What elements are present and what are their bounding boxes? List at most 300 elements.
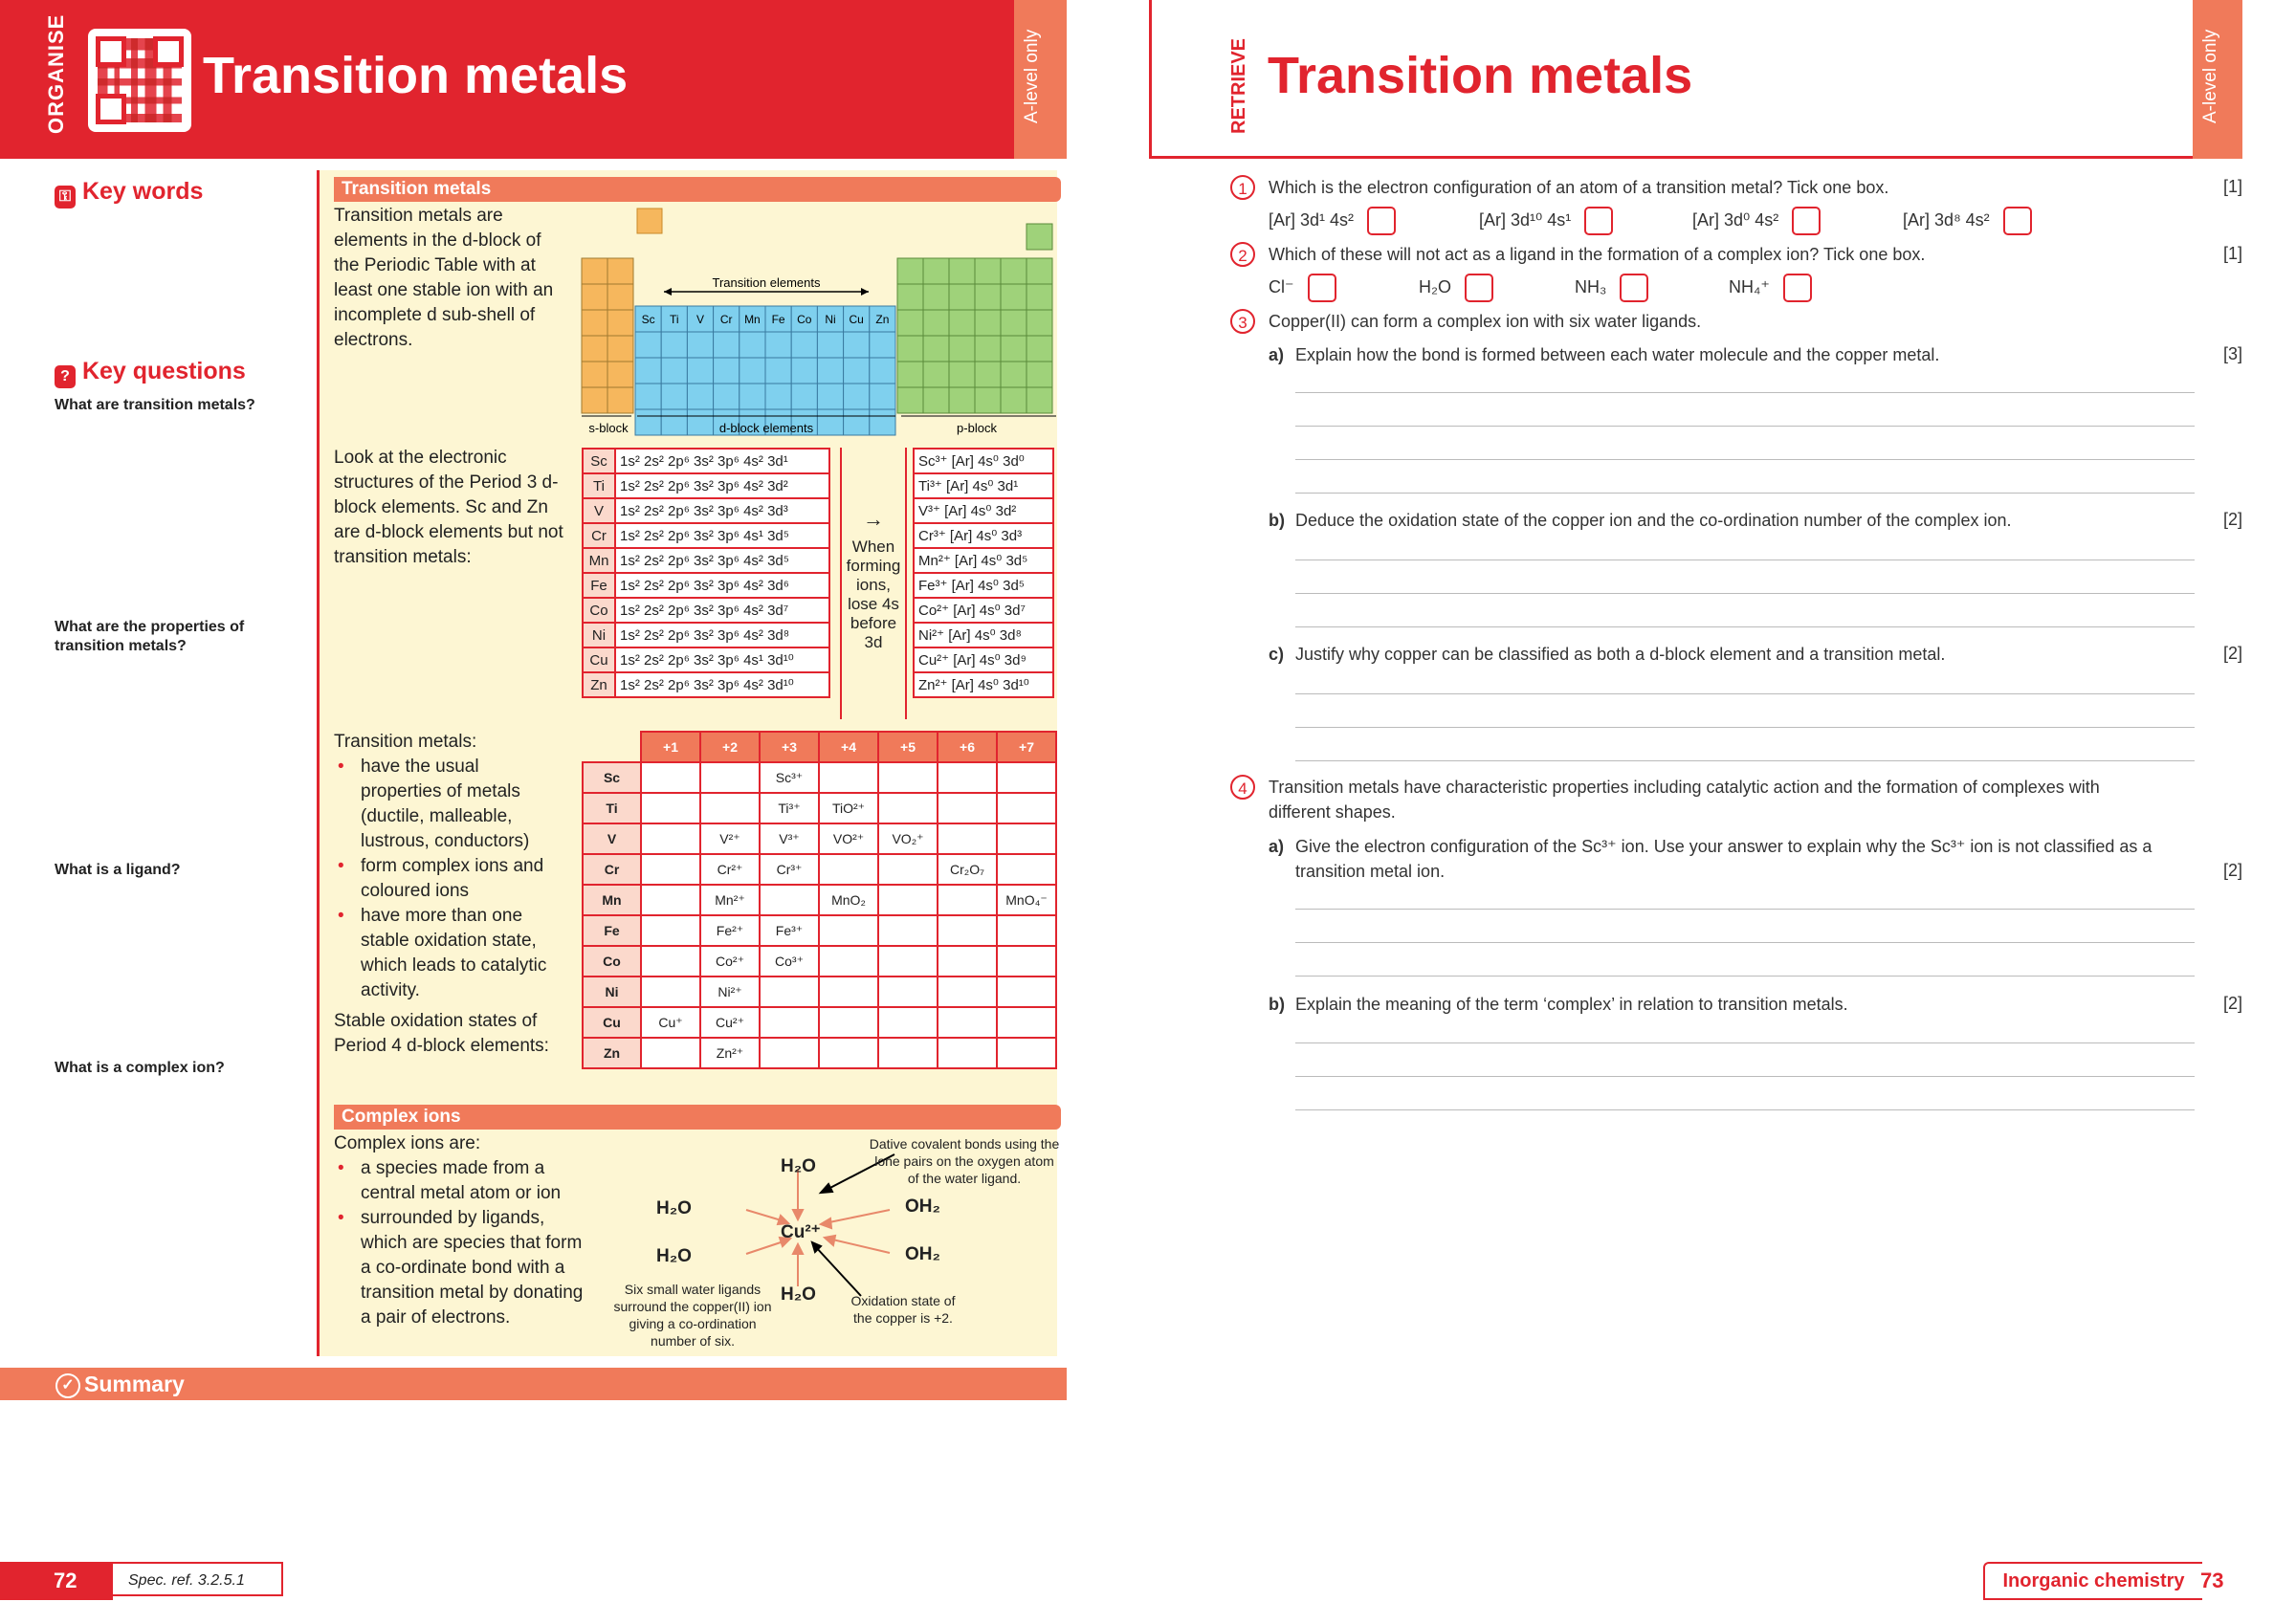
d-block-cell [844, 332, 870, 358]
tick-box[interactable] [1620, 274, 1648, 302]
s-block-cell [582, 310, 607, 336]
list-item: • a species made from a central metal atom or ion [334, 1156, 592, 1206]
config-cell: 1s² 2s² 2p⁶ 3s² 3p⁶ 4s² 3d¹⁰ [615, 672, 829, 697]
d-block-cell [844, 358, 870, 384]
section-tag: ORGANISE [44, 13, 68, 134]
ox-cell [997, 977, 1056, 1007]
element-cell: Co [583, 598, 615, 623]
config-cell: 1s² 2s² 2p⁶ 3s² 3p⁶ 4s² 3d⁶ [615, 573, 829, 598]
answer-line[interactable] [1295, 1076, 2195, 1077]
ox-cell: MnO₄⁻ [997, 885, 1056, 915]
ox-cell [760, 1007, 819, 1038]
ion-config-cell: Sc³⁺ [Ar] 4s⁰ 3d⁰ [914, 449, 1053, 473]
ox-header: +3 [760, 732, 819, 762]
table-row [583, 946, 1056, 977]
ox-cell [938, 762, 997, 793]
ox-cell [878, 1038, 938, 1068]
element-symbol: Sc [641, 313, 655, 326]
spec-ref: Spec. ref. 3.2.5.1 [113, 1562, 283, 1596]
s-block-cell [607, 362, 633, 387]
ligand-label: H₂O [781, 1284, 816, 1305]
config-note: When forming ions, lose 4s before 3d [846, 538, 901, 651]
config-cell: 1s² 2s² 2p⁶ 3s² 3p⁶ 4s² 3d⁸ [615, 623, 829, 647]
d-block-cell [687, 332, 713, 358]
p-block-cell [1001, 284, 1027, 310]
ox-cell [938, 793, 997, 823]
question-text: Copper(II) can form a complex ion with six water ligands. [1269, 312, 1702, 331]
d-block-cell [714, 384, 740, 409]
d-block-cell [870, 384, 895, 409]
ox-cell [641, 793, 700, 823]
p-block-cells [897, 224, 1052, 413]
ox-cell [938, 1007, 997, 1038]
list-item: • have more than one stable oxidation state, which leads to catalytic activity. [334, 904, 563, 1003]
p-block-cell [923, 258, 949, 284]
ligand-label: H₂O [656, 1246, 692, 1266]
table-row [583, 762, 1056, 793]
key-icon: ⚿ [55, 186, 76, 208]
d-block-cell [714, 358, 740, 384]
ox-cell [938, 977, 997, 1007]
p-block-cell [1001, 258, 1027, 284]
ion-config-table [913, 448, 1054, 698]
tick-box[interactable] [1367, 207, 1396, 235]
element-cell: Fe [583, 573, 615, 598]
look-text: Look at the electronic structures of the Period 3 d-block elements. Sc and Zn are d-block elements but not transition metals: [334, 448, 563, 567]
ox-cell: Mn²⁺ [700, 885, 760, 915]
d-block-cell [791, 358, 817, 384]
table-row [914, 548, 1053, 573]
element-cell: Sc [583, 762, 641, 793]
marks: [2] [2223, 994, 2243, 1013]
p-block-cell [975, 336, 1001, 362]
ox-cell [938, 946, 997, 977]
element-cell: Co [583, 946, 641, 977]
answer-line[interactable] [1295, 392, 2195, 393]
q2-options: Cl⁻ H₂O NH₃ NH₄⁺ [1269, 274, 2206, 302]
ox-cell: MnO₂ [819, 885, 878, 915]
ion-config-cell: Ti³⁺ [Ar] 4s⁰ 3d¹ [914, 473, 1053, 498]
list-item: • form complex ions and coloured ions [334, 854, 563, 904]
config-note-box [840, 448, 907, 719]
table-row [914, 473, 1053, 498]
ox-cell [997, 793, 1056, 823]
p-block-cell [975, 258, 1001, 284]
list-item: • surrounded by ligands, which are species that form a co-ordinate bond with a transition metal by donating a pair of electrons. [334, 1206, 592, 1330]
p-block-cell [975, 310, 1001, 336]
key-questions-heading: ? Key questions [55, 358, 246, 388]
table-row [583, 672, 829, 697]
ox-cell: Cr³⁺ [760, 854, 819, 885]
ox-cell: Cr₂O₇ [938, 854, 997, 885]
part-text: Explain how the bond is formed between each water molecule and the copper metal. [1295, 345, 1940, 364]
answer-line[interactable] [1295, 493, 2195, 494]
table-row [583, 623, 829, 647]
table-row [583, 498, 829, 523]
element-cell: Ti [583, 473, 615, 498]
ox-cell [997, 915, 1056, 946]
d-block-label: d-block elements [718, 421, 814, 435]
element-cell: Cr [583, 523, 615, 548]
key-words-heading: ⚿ Key words [55, 178, 203, 208]
table-header-row [583, 732, 1056, 762]
element-cell: Cu [583, 1007, 641, 1038]
config-cell: 1s² 2s² 2p⁶ 3s² 3p⁶ 4s² 3d⁷ [615, 598, 829, 623]
config-cell: 1s² 2s² 2p⁶ 3s² 3p⁶ 4s² 3d⁵ [615, 548, 829, 573]
p-block-cell [897, 387, 923, 413]
p-block-cell [975, 362, 1001, 387]
answer-line[interactable] [1295, 459, 2195, 460]
element-cell: Zn [583, 1038, 641, 1068]
question-number: 2 [1230, 242, 1255, 267]
d-block-cell [817, 332, 843, 358]
ox-cell: Ni²⁺ [700, 977, 760, 1007]
answer-line[interactable] [1295, 626, 2195, 627]
ox-cell [997, 762, 1056, 793]
question-icon: ? [55, 365, 76, 388]
element-symbol: Co [797, 313, 812, 326]
table-row [583, 647, 829, 672]
part-label: a) [1269, 837, 1285, 856]
table-row [583, 1007, 1056, 1038]
p-block-cell [949, 362, 975, 387]
answer-line[interactable] [1295, 909, 2195, 910]
tick-box[interactable] [2003, 207, 2032, 235]
ox-header: +2 [700, 732, 760, 762]
d-block-cell [661, 384, 687, 409]
ox-cell [760, 977, 819, 1007]
tick-box[interactable] [1584, 207, 1613, 235]
ox-header: +4 [819, 732, 878, 762]
ox-cell [641, 1038, 700, 1068]
ox-cell [938, 823, 997, 854]
part-label: b) [1269, 511, 1285, 530]
d-block-cell [817, 384, 843, 409]
part-text: Deduce the oxidation state of the copper ion and the co-ordination number of the complex ion. [1295, 511, 2012, 530]
ion-config-cell: Fe³⁺ [Ar] 4s⁰ 3d⁵ [914, 573, 1053, 598]
q1-options: [Ar] 3d¹ 4s² [Ar] 3d¹⁰ 4s¹ [Ar] 3d⁰ 4s² [Ar] 3d⁸ 4s² [1269, 207, 2206, 235]
ox-cell [938, 915, 997, 946]
ox-cell: VO²⁺ [819, 823, 878, 854]
s-block-cell [582, 362, 607, 387]
table-row [583, 793, 1056, 823]
ox-cell: Zn²⁺ [700, 1038, 760, 1068]
answer-line[interactable] [1295, 593, 2195, 594]
ox-cell [760, 885, 819, 915]
ox-cell [878, 1007, 938, 1038]
check-icon: ✓ [55, 1373, 80, 1398]
table-row [914, 598, 1053, 623]
marks: [3] [2223, 344, 2243, 363]
ox-cell [878, 885, 938, 915]
ox-cell [878, 854, 938, 885]
table-row [583, 523, 829, 548]
table-row [914, 647, 1053, 672]
ox-cell [819, 1038, 878, 1068]
ion-config-cell: Ni²⁺ [Ar] 4s⁰ 3d⁸ [914, 623, 1053, 647]
table-row [583, 885, 1056, 915]
answer-line[interactable] [1295, 693, 2195, 694]
table-row [914, 573, 1053, 598]
ligand-label: OH₂ [905, 1244, 940, 1264]
p-block-cell [949, 284, 975, 310]
table-row [914, 672, 1053, 697]
ox-cell [641, 977, 700, 1007]
page-number: 72 [0, 1562, 113, 1600]
s-block-cell [582, 284, 607, 310]
element-cell: Mn [583, 548, 615, 573]
p-block-cell [923, 310, 949, 336]
p-block-cell [897, 336, 923, 362]
ox-cell [938, 1038, 997, 1068]
d-block-cell [870, 332, 895, 358]
s-block-cell [607, 387, 633, 413]
ox-cell [938, 885, 997, 915]
p-block-cell [975, 387, 1001, 413]
p-block-cell [1027, 387, 1052, 413]
oxidation-note: Oxidation state of the copper is +2. [850, 1293, 956, 1326]
d-block-cell [870, 409, 895, 435]
element-symbol: Fe [771, 313, 785, 326]
key-question: What is a complex ion? [55, 1060, 225, 1076]
p-block-cell [1001, 387, 1027, 413]
s-block-label: s-block [588, 421, 629, 435]
p-block-cell [923, 284, 949, 310]
transition-metals-properties: Transition metals: • have the usual properties of metals (ductile, malleable, lustrous, conductors) • form complex ions and coloured ions • have more than one stable oxidation state, which leads to catalytic activity. Stable oxidation states of Period 4 d-block elements: [334, 730, 563, 1059]
table-row [583, 449, 829, 473]
d-block-cell [740, 332, 765, 358]
question-number: 4 [1230, 775, 1255, 800]
ox-cell [878, 762, 938, 793]
section-heading: Complex ions [334, 1105, 1061, 1130]
level-tab: A-level only [1014, 0, 1067, 159]
part-label: a) [1269, 345, 1285, 364]
periodic-table-diagram [580, 201, 1058, 440]
marks: [2] [2223, 861, 2243, 880]
key-question: What are transition metals? [55, 397, 255, 413]
d-block-cell [687, 358, 713, 384]
ox-cell [878, 793, 938, 823]
complex-ions-text: Complex ions are: • a species made from a central metal atom or ion • surrounded by ligands, which are species that form a co-ordinate bond with a transition metal by donating a pair of electrons. [334, 1131, 592, 1330]
answer-line[interactable] [1295, 942, 2195, 943]
ox-cell: TiO²⁺ [819, 793, 878, 823]
d-block-cell [714, 332, 740, 358]
p-block-cell [1027, 224, 1052, 250]
table-row [583, 598, 829, 623]
d-block-cell [661, 332, 687, 358]
ion-config-cell: Cr³⁺ [Ar] 4s⁰ 3d³ [914, 523, 1053, 548]
answer-line[interactable] [1295, 976, 2195, 977]
question-number: 1 [1230, 175, 1255, 200]
d-block-cell [817, 358, 843, 384]
s-block-cell [582, 336, 607, 362]
element-symbol: Zn [875, 313, 890, 326]
d-block-cell [661, 358, 687, 384]
left-header-bar [0, 0, 1067, 159]
ox-cell [641, 823, 700, 854]
element-cell: Cu [583, 647, 615, 672]
ox-header: +5 [878, 732, 938, 762]
p-block-cell [949, 387, 975, 413]
element-cell: Cr [583, 854, 641, 885]
table-row [914, 623, 1053, 647]
table-row [583, 1038, 1056, 1068]
part-text: Justify why copper can be classified as both a d-block element and a transition metal. [1295, 645, 1946, 664]
ox-cell [997, 823, 1056, 854]
summary-bar[interactable] [0, 1368, 1067, 1400]
part-label: b) [1269, 995, 1285, 1014]
answer-line[interactable] [1295, 426, 2195, 427]
element-cell: V [583, 498, 615, 523]
ox-cell [997, 946, 1056, 977]
part-text: Give the electron configuration of the Sc³⁺ ion. Use your answer to explain why the Sc³⁺ ion is not classified as a transition metal ion. [1295, 837, 2152, 881]
ox-header: +6 [938, 732, 997, 762]
transition-label: Transition elements [712, 275, 821, 290]
question-text: Which of these will not act as a ligand in the formation of a complex ion? Tick one box. [1269, 245, 1926, 264]
p-block-cell [897, 310, 923, 336]
chapter-label: Inorganic chemistry [1983, 1562, 2202, 1600]
ox-cell [819, 946, 878, 977]
d-block-cell [817, 409, 843, 435]
s-block-cell [582, 387, 607, 413]
p-block-cell [1027, 336, 1052, 362]
ox-cell [997, 1038, 1056, 1068]
ox-cell [819, 1007, 878, 1038]
dative-note: Dative covalent bonds using the lone pairs on the oxygen atom of the water ligand. [869, 1136, 1060, 1186]
ox-cell: Cu⁺ [641, 1007, 700, 1038]
section-heading: Transition metals [334, 177, 1061, 202]
d-block-cell [844, 409, 870, 435]
d-block-cell [661, 409, 687, 435]
ox-header: +1 [641, 732, 700, 762]
answer-line[interactable] [1295, 1109, 2195, 1110]
ox-cell [819, 854, 878, 885]
d-block-cell [635, 384, 661, 409]
table-row [583, 977, 1056, 1007]
ligand-label: H₂O [781, 1156, 816, 1176]
question-text: Transition metals have characteristic properties including catalytic action and the formation of complexes with different shapes. [1269, 778, 2100, 822]
ox-cell: Sc³⁺ [760, 762, 819, 793]
ox-cell [641, 854, 700, 885]
page-title: Transition metals [203, 47, 629, 104]
p-block-cell [1001, 310, 1027, 336]
right-footer [1983, 1562, 2296, 1600]
d-block-cell [687, 384, 713, 409]
d-block-cell [765, 332, 791, 358]
ox-cell [819, 915, 878, 946]
ox-cell: Cu²⁺ [700, 1007, 760, 1038]
ox-cell: Fe²⁺ [700, 915, 760, 946]
p-block-cell [897, 284, 923, 310]
qr-code-icon[interactable] [88, 29, 191, 132]
corner-cell [583, 732, 641, 762]
ox-cell [878, 915, 938, 946]
answer-line[interactable] [1295, 760, 2195, 761]
config-cell: 1s² 2s² 2p⁶ 3s² 3p⁶ 4s² 3d¹ [615, 449, 829, 473]
d-block-cell [791, 384, 817, 409]
ox-cell [760, 1038, 819, 1068]
table-row [583, 823, 1056, 854]
tick-box[interactable] [1792, 207, 1821, 235]
table-row [914, 498, 1053, 523]
central-ion: Cu²⁺ [781, 1222, 821, 1242]
ox-cell: Fe³⁺ [760, 915, 819, 946]
answer-line[interactable] [1295, 727, 2195, 728]
p-block-cell [1001, 336, 1027, 362]
element-cell: Ni [583, 623, 615, 647]
d-block-cell [635, 409, 661, 435]
p-block-cell [1027, 362, 1052, 387]
ox-cell [997, 854, 1056, 885]
config-cell: 1s² 2s² 2p⁶ 3s² 3p⁶ 4s² 3d² [615, 473, 829, 498]
element-symbol: Cr [719, 313, 733, 326]
s-block-cell [607, 258, 633, 284]
ion-config-cell: Mn²⁺ [Ar] 4s⁰ 3d⁵ [914, 548, 1053, 573]
element-cell: Zn [583, 672, 615, 697]
d-block-cell [791, 332, 817, 358]
tick-box[interactable] [1308, 274, 1336, 302]
d-block-cell [687, 409, 713, 435]
p-block-cell [1027, 284, 1052, 310]
element-cell: V [583, 823, 641, 854]
d-block-cell [765, 384, 791, 409]
d-block-cell [740, 358, 765, 384]
element-symbol: Cu [849, 313, 864, 326]
ox-cell [641, 762, 700, 793]
element-symbol: V [695, 313, 705, 326]
summary-label: Summary [84, 1372, 185, 1396]
ox-cell [641, 946, 700, 977]
question-text: Which is the electron configuration of an atom of a transition metal? Tick one box. [1269, 178, 1889, 197]
page-number: 73 [2200, 1569, 2224, 1592]
level-tab: A-level only [2193, 0, 2242, 159]
s-block-cells [582, 258, 633, 413]
ox-header: +7 [997, 732, 1056, 762]
table-row [583, 573, 829, 598]
ox-cell: V²⁺ [700, 823, 760, 854]
table-row [583, 473, 829, 498]
tick-box[interactable] [1465, 274, 1493, 302]
d-block-cell [635, 358, 661, 384]
p-block-label: p-block [957, 421, 997, 435]
ox-cell: Co²⁺ [700, 946, 760, 977]
arrow-icon: → [863, 507, 884, 531]
s-block-cell [582, 258, 607, 284]
p-block-cell [949, 310, 975, 336]
coordination-note: Six small water ligands surround the copper(II) ion giving a co-ordination number of six. [613, 1282, 772, 1349]
element-symbol: Ti [670, 313, 679, 326]
s-block-cell [607, 336, 633, 362]
ion-config-cell: V³⁺ [Ar] 4s⁰ 3d² [914, 498, 1053, 523]
d-block-cell [844, 384, 870, 409]
element-symbol: Ni [825, 313, 836, 326]
ion-config-cell: Zn²⁺ [Ar] 4s⁰ 3d¹⁰ [914, 672, 1053, 697]
table-row [583, 915, 1056, 946]
ligand-label: H₂O [656, 1198, 692, 1218]
ox-cell [819, 762, 878, 793]
section-tag: RETRIEVE [1228, 37, 1249, 134]
ox-cell [700, 762, 760, 793]
answer-line[interactable] [1295, 1042, 2195, 1043]
d-block-cell [740, 384, 765, 409]
p-block-cell [975, 284, 1001, 310]
ion-config-cell: Cu²⁺ [Ar] 4s⁰ 3d⁹ [914, 647, 1053, 672]
tick-box[interactable] [1783, 274, 1812, 302]
d-block-cell [870, 358, 895, 384]
ox-cell: VO₂⁺ [878, 823, 938, 854]
p-block-cell [923, 387, 949, 413]
table-row [583, 854, 1056, 885]
